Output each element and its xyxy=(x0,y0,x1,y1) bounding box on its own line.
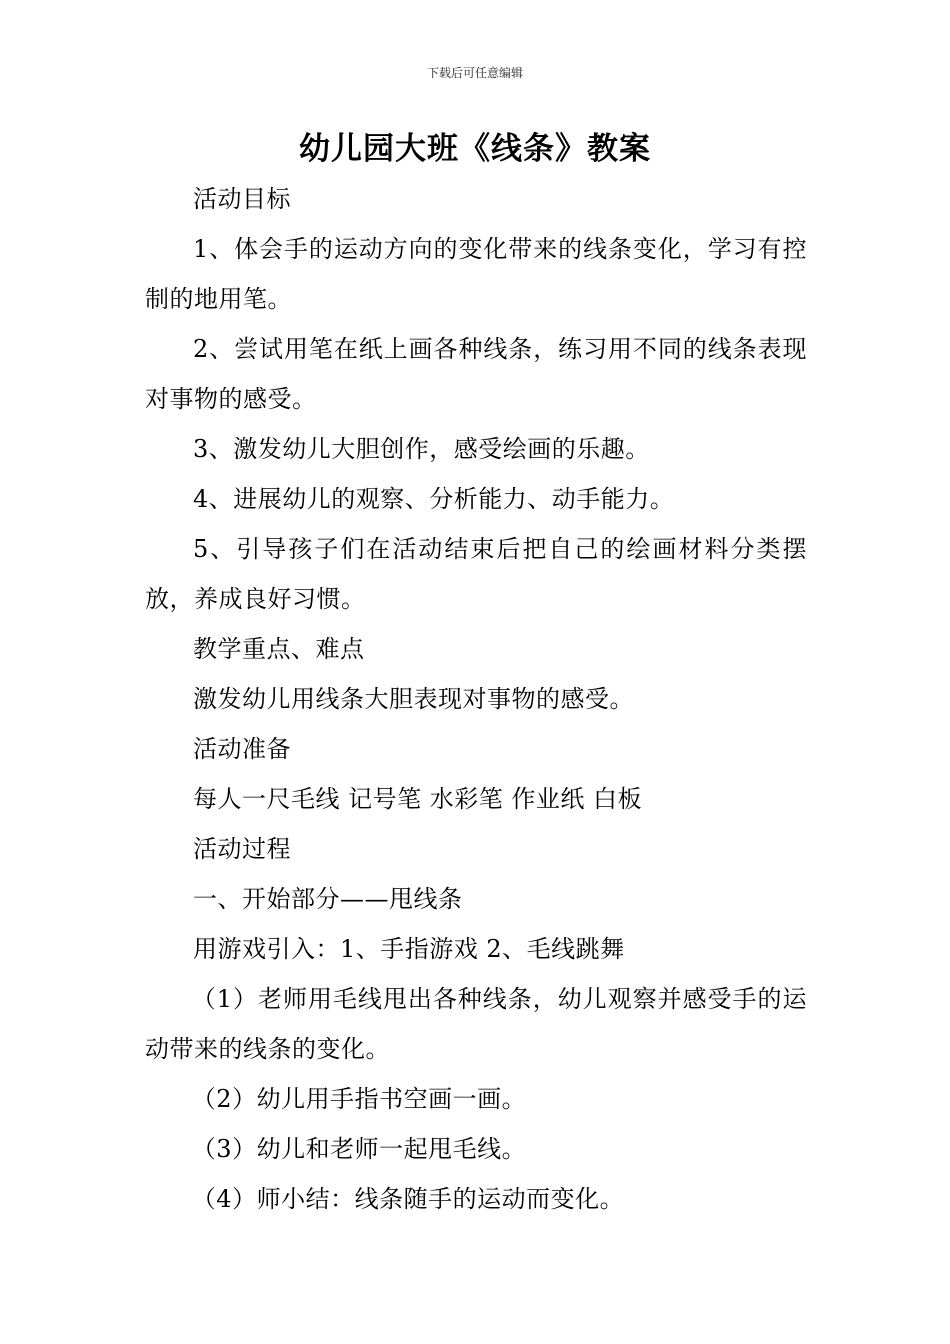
section-heading-preparation: 活动准备 xyxy=(193,735,291,763)
process-step-heading: 一、开始部分——甩线条 xyxy=(193,885,463,913)
process-substep: （3）幼儿和老师一起甩毛线。 xyxy=(191,1135,527,1163)
key-points-text: 激发幼儿用线条大胆表现对事物的感受。 xyxy=(193,685,634,713)
process-substep: （1）老师用毛线甩出各种线条，幼儿观察并感受手的运动带来的线条的变化。 xyxy=(145,985,807,1063)
section-heading-process: 活动过程 xyxy=(193,835,291,863)
document-body xyxy=(145,174,807,1224)
preparation-materials: 每人一尺毛线 记号笔 水彩笔 作业纸 白板 xyxy=(193,785,643,813)
objective-item: 5、引导孩子们在活动结束后把自己的绘画材料分类摆放，养成良好习惯。 xyxy=(145,535,807,613)
objective-item: 2、尝试用笔在纸上画各种线条，练习用不同的线条表现对事物的感受。 xyxy=(145,335,807,413)
objective-item: 4、进展幼儿的观察、分析能力、动手能力。 xyxy=(193,485,675,513)
process-intro: 用游戏引入：1、手指游戏 2、毛线跳舞 xyxy=(193,935,625,963)
objective-item: 3、激发幼儿大胆创作，感受绘画的乐趣。 xyxy=(193,435,650,463)
section-heading-key-points: 教学重点、难点 xyxy=(193,635,365,663)
header-note: 下载后可任意编辑 xyxy=(426,66,523,80)
process-substep: （2）幼儿用手指书空画一画。 xyxy=(191,1085,527,1113)
process-substep: （4）师小结：线条随手的运动而变化。 xyxy=(191,1185,625,1213)
objective-item: 1、体会手的运动方向的变化带来的线条变化，学习有控制的地用笔。 xyxy=(145,235,807,313)
document-title: 幼儿园大班《线条》教案 xyxy=(299,131,651,167)
section-heading-objectives: 活动目标 xyxy=(193,185,291,213)
